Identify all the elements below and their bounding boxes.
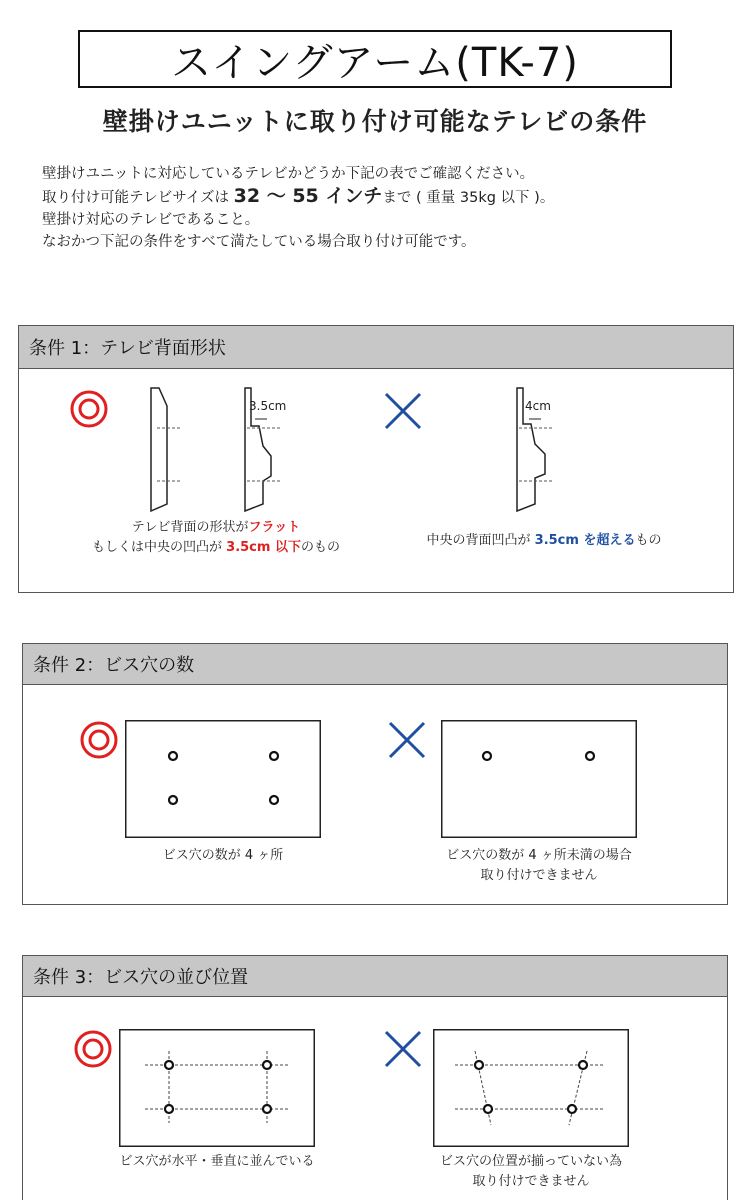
- four-holes-panel: [125, 720, 321, 838]
- condition-2-section: [22, 643, 728, 905]
- ok-caption-text-3: のもの: [300, 540, 340, 555]
- ok-caption-limit: 3.5cm 以下: [226, 540, 301, 555]
- condition-2-ng-caption-line-2: 取り付けできません: [480, 868, 598, 883]
- intro-line-3: 壁掛け対応のテレビであること。: [42, 212, 260, 228]
- condition-1-ng-caption: [399, 531, 689, 551]
- condition-2-ng-caption-line-1: ビス穴の数が 4 ヶ所未満の場合: [446, 848, 632, 863]
- condition-1-ok-caption: [81, 518, 351, 558]
- condition-3-ok-caption: ビス穴が水平・垂直に並んでいる: [119, 1154, 315, 1169]
- intro-line-2-pre: 取り付け可能テレビサイズは: [42, 190, 234, 206]
- condition-2-ng-caption: [421, 846, 657, 886]
- intro-line-2: [42, 185, 554, 209]
- ok-caption-flat: フラット: [248, 520, 301, 535]
- intro-line-1: 壁掛けユニットに対応しているテレビかどうか下記の表でご確認ください。: [42, 166, 535, 182]
- ok-dimension-label: 3.5cm: [249, 399, 287, 413]
- aligned-holes-panel: [119, 1029, 315, 1147]
- flat-tv-profile: [147, 386, 187, 512]
- tv-size-range: 32 〜 55 インチ: [233, 185, 383, 207]
- ok-caption-text-2: もしくは中央の凹凸が: [92, 540, 227, 555]
- condition-1-ok-caption-line-2: [81, 538, 351, 558]
- cross-icon: [387, 720, 427, 760]
- condition-1-title: 条件 1：テレビ背面形状: [19, 326, 733, 369]
- ng-dimension-label: 4cm: [525, 399, 551, 413]
- page-title: スイングアーム(TK-7): [78, 30, 672, 88]
- double-circle-icon: [73, 1029, 113, 1069]
- intro-line-2-post: まで ( 重量 35kg 以下 )。: [382, 190, 555, 206]
- condition-2-title: 条件 2：ビス穴の数: [23, 644, 727, 685]
- condition-3-ng-caption: [413, 1152, 649, 1192]
- condition-3-title: 条件 3：ビス穴の並び位置: [23, 956, 727, 997]
- intro-line-4: なおかつ下記の条件をすべて満たしている場合取り付け可能です。: [42, 234, 476, 250]
- ng-caption-text-2: もの: [635, 533, 662, 548]
- condition-3-ng-caption-line-1: ビス穴の位置が揃っていない為: [439, 1154, 622, 1169]
- cross-icon: [383, 1029, 423, 1069]
- double-circle-icon: [79, 720, 119, 760]
- condition-3-ng-caption-line-2: 取り付けできません: [472, 1174, 590, 1189]
- condition-3-section: [22, 955, 728, 1200]
- page-subtitle: 壁掛けユニットに取り付け可能なテレビの条件: [102, 107, 648, 136]
- two-holes-panel: [441, 720, 637, 838]
- condition-1-ok-caption-line-1: [81, 518, 351, 538]
- condition-1-section: [18, 325, 734, 593]
- double-circle-icon: [69, 389, 109, 429]
- misaligned-holes-panel: [433, 1029, 629, 1147]
- ok-caption-text: テレビ背面の形状が: [131, 520, 249, 535]
- ng-caption-text: 中央の背面凹凸が: [426, 533, 535, 548]
- ng-caption-limit: 3.5cm を超える: [534, 533, 636, 548]
- cross-icon: [383, 391, 423, 431]
- condition-2-ok-caption: ビス穴の数が 4 ヶ所: [162, 848, 284, 863]
- intro-text: [42, 163, 554, 253]
